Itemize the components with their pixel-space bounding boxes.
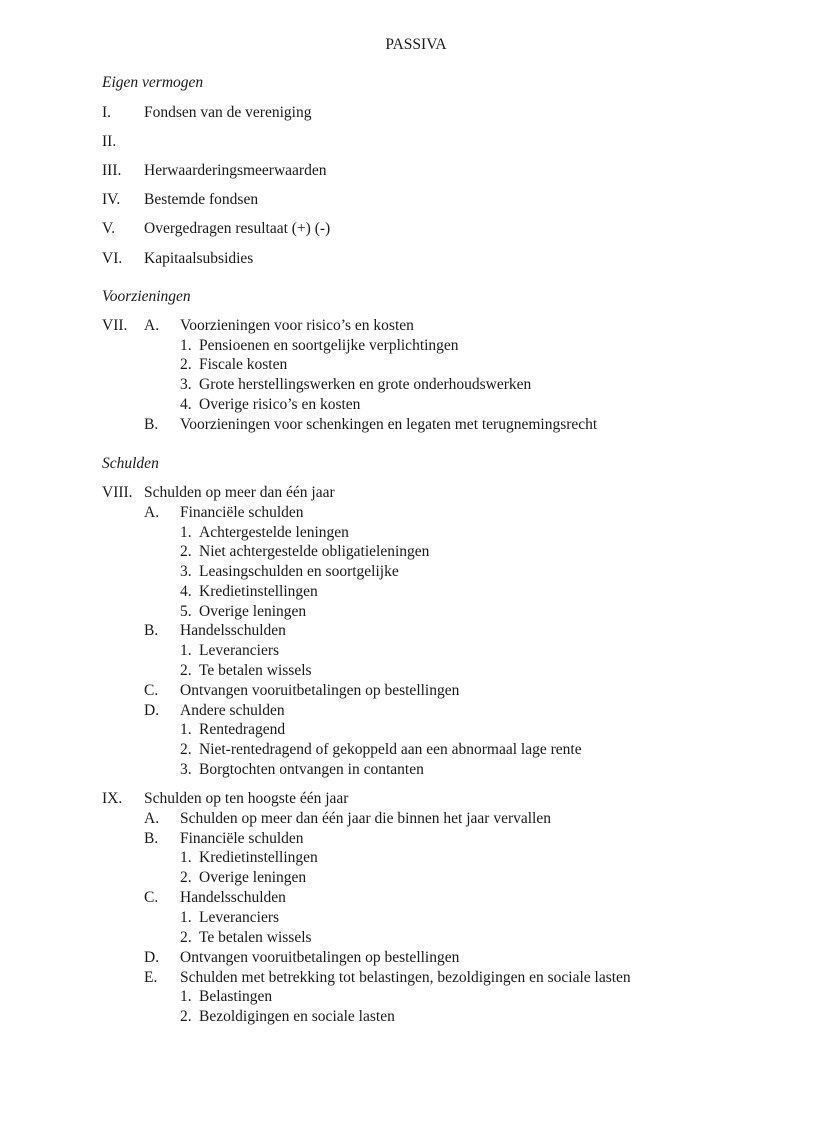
subrow-letter: E. (144, 969, 158, 986)
item-label: Leveranciers (199, 642, 280, 659)
item-VII-A-2 (180, 356, 287, 374)
subrow-label: Financiële schulden (180, 830, 304, 847)
subrow-label: Voorzieningen voor schenkingen en legaten met terugnemingsrecht (180, 416, 598, 433)
subrow-letter: A. (144, 504, 160, 521)
item-label: Pensioenen en soortgelijke verplichtingen (199, 337, 459, 354)
subrow-VII-B (144, 416, 597, 434)
item-label: Te betalen wissels (199, 929, 312, 946)
item-number: 1. (180, 988, 192, 1005)
item-IX-E-1 (180, 988, 272, 1006)
item-number: 1. (180, 642, 192, 659)
row-number: III. (102, 162, 122, 179)
subrow-IX-A (144, 810, 551, 828)
item-label: Leasingschulden en soortgelijke (199, 563, 399, 580)
subrow-label: Financiële schulden (180, 504, 304, 521)
item-number: 4. (180, 396, 192, 413)
item-label: Kredietinstellingen (199, 583, 318, 600)
page-title: PASSIVA (385, 36, 447, 53)
subrow-label: Ontvangen vooruitbetalingen op bestellingen (180, 949, 460, 966)
item-number: 2. (180, 741, 192, 758)
row-label: Fondsen van de vereniging (144, 104, 312, 121)
item-number: 1. (180, 721, 192, 738)
subrow-IX-C (144, 889, 286, 907)
subrow-letter: A. (144, 810, 160, 827)
item-label: Overige leningen (199, 869, 307, 886)
item-number: 1. (180, 337, 192, 354)
item-VIII-A-5 (180, 603, 306, 621)
subrow-IX-E (144, 969, 631, 987)
subrow-VIII-B (144, 622, 286, 640)
item-number: 5. (180, 603, 192, 620)
subrow-letter: C. (144, 889, 159, 906)
item-number: 1. (180, 909, 192, 926)
subrow-label: Ontvangen vooruitbetalingen op bestellingen (180, 682, 460, 699)
item-VIII-A-3 (180, 563, 399, 581)
item-label: Achtergestelde leningen (199, 524, 349, 541)
item-label: Niet achtergestelde obligatieleningen (199, 543, 430, 560)
item-VIII-D-3 (180, 761, 424, 779)
row-IV (102, 191, 258, 209)
row-label: Schulden op ten hoogste één jaar (144, 790, 349, 807)
item-number: 2. (180, 1008, 192, 1025)
subrow-label: Voorzieningen voor risico’s en kosten (180, 317, 414, 334)
row-label: Overgedragen resultaat (+) (-) (144, 220, 331, 237)
subrow-VIII-D (144, 702, 285, 720)
row-number: IV. (102, 191, 121, 208)
item-VIII-A-4 (180, 583, 318, 601)
item-label: Kredietinstellingen (199, 849, 318, 866)
subrow-VIII-A (144, 504, 304, 522)
subrow-IX-B (144, 830, 304, 848)
item-number: 2. (180, 662, 192, 679)
section-heading-schulden: Schulden (102, 455, 159, 472)
item-label: Rentedragend (199, 721, 286, 738)
row-number: V. (102, 220, 116, 237)
row-II (102, 133, 144, 151)
subrow-label: Handelsschulden (180, 622, 286, 639)
section-heading-eigen-vermogen: Eigen vermogen (102, 74, 204, 91)
item-label: Overige risico’s en kosten (199, 396, 361, 413)
subrow-letter: B. (144, 622, 159, 639)
item-number: 4. (180, 583, 192, 600)
item-label: Te betalen wissels (199, 662, 312, 679)
item-IX-C-1 (180, 909, 279, 927)
subrow-label: Schulden met betrekking tot belastingen, bezoldigingen en sociale lasten (180, 969, 631, 986)
row-IX (102, 790, 348, 808)
item-VIII-B-2 (180, 662, 312, 680)
subrow-letter: C. (144, 682, 159, 699)
row-number: I. (102, 104, 112, 121)
subrow-IX-D (144, 949, 459, 967)
item-IX-B-2 (180, 869, 306, 887)
row-V (102, 220, 330, 238)
row-VI (102, 250, 253, 268)
item-IX-C-2 (180, 929, 312, 947)
row-label: Kapitaalsubsidies (144, 250, 254, 267)
subrow-letter: B. (144, 416, 159, 433)
row-number: VI. (102, 250, 123, 267)
subrow-letter: D. (144, 949, 160, 966)
row-label: Herwaarderingsmeerwaarden (144, 162, 327, 179)
row-number-VII: VII. (102, 317, 128, 334)
item-label: Niet-rentedragend of gekoppeld aan een abnormaal lage rente (199, 741, 582, 758)
subrow-letter: A. (144, 317, 160, 334)
subrow-label: Schulden op meer dan één jaar die binnen het jaar vervallen (180, 810, 551, 827)
row-label: Schulden op meer dan één jaar (144, 484, 335, 501)
subrow-letter: B. (144, 830, 159, 847)
item-VII-A-3 (180, 376, 531, 394)
item-VIII-D-2 (180, 741, 582, 759)
item-label: Fiscale kosten (199, 356, 288, 373)
item-label: Belastingen (199, 988, 273, 1005)
item-IX-B-1 (180, 849, 318, 867)
subrow-label: Handelsschulden (180, 889, 286, 906)
item-IX-E-2 (180, 1008, 395, 1026)
item-number: 1. (180, 524, 192, 541)
item-label: Overige leningen (199, 603, 307, 620)
item-label: Bezoldigingen en sociale lasten (199, 1008, 395, 1025)
item-number: 2. (180, 869, 192, 886)
item-VIII-B-1 (180, 642, 279, 660)
item-VIII-A-2 (180, 543, 429, 561)
subrow-label: Andere schulden (180, 702, 285, 719)
item-label: Grote herstellingswerken en grote onderhoudswerken (199, 376, 532, 393)
item-VIII-A-1 (180, 524, 349, 542)
row-label: Bestemde fondsen (144, 191, 259, 208)
item-number: 2. (180, 543, 192, 560)
item-number: 1. (180, 849, 192, 866)
row-number: IX. (102, 790, 123, 807)
item-number: 3. (180, 376, 192, 393)
item-number: 2. (180, 356, 192, 373)
subrow-VIII-C (144, 682, 459, 700)
row-I (102, 104, 311, 122)
item-VII-A-1 (180, 337, 459, 355)
item-VII-A-4 (180, 396, 360, 414)
item-number: 3. (180, 563, 192, 580)
row-VIII (102, 484, 335, 502)
subrow-VII-A (144, 317, 414, 335)
item-number: 2. (180, 929, 192, 946)
subrow-letter: D. (144, 702, 160, 719)
item-label: Leveranciers (199, 909, 280, 926)
item-number: 3. (180, 761, 192, 778)
section-heading-voorzieningen: Voorzieningen (102, 288, 191, 305)
item-label: Borgtochten ontvangen in contanten (199, 761, 424, 778)
item-VIII-D-1 (180, 721, 285, 739)
row-number: II. (102, 133, 117, 150)
row-III (102, 162, 326, 180)
row-number: VIII. (102, 484, 133, 501)
